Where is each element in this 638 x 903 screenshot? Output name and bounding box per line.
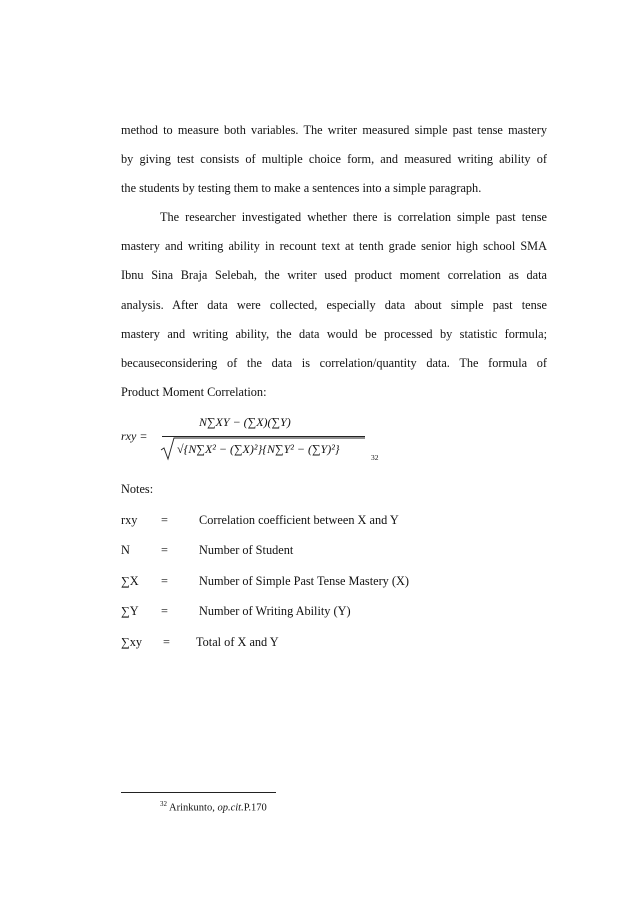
paragraph-line: becauseconsidering of the data is correlation/quantity data. The formula of (121, 355, 547, 370)
note-description: Correlation coefficient between X and Y (199, 513, 399, 527)
note-description: Number of Student (199, 543, 294, 557)
formula-lhs: rxy = (121, 429, 148, 443)
paragraph-line: Product Moment Correlation: (121, 385, 267, 400)
note-equals: = (161, 574, 168, 588)
note-equals: = (161, 513, 168, 527)
formula-denominator: √{N∑X² − (∑X)²}{N∑Y² − (∑Y)²} (177, 442, 340, 456)
paragraph-line: method to measure both variables. The writer measured simple past tense mastery (121, 123, 547, 137)
footnote-page: P.170 (243, 802, 267, 814)
note-term: ∑X (121, 574, 139, 588)
notes-title: Notes: (121, 482, 154, 496)
formula-footnote-ref: 32 (371, 453, 379, 462)
note-description: Number of Writing Ability (Y) (199, 604, 351, 618)
paragraph-line: by giving test consists of multiple choice form, and measured writing ability of (121, 152, 547, 167)
footnote-citation: op.cit. (217, 802, 244, 814)
correlation-formula (121, 413, 421, 475)
footnote (160, 800, 267, 814)
note-equals: = (161, 543, 168, 557)
note-term: N (121, 543, 130, 557)
note-equals: = (163, 635, 170, 649)
note-description: Total of X and Y (196, 635, 279, 649)
paragraph-line: The researcher investigated whether there is correlation simple past tense (160, 210, 547, 224)
paragraph-line: the students by testing them to make a sentences into a simple paragraph. (121, 181, 482, 196)
footnote-divider (121, 792, 276, 793)
note-term: ∑xy (121, 635, 143, 649)
footnote-author: Arinkunto, (169, 802, 218, 814)
footnote-number: 32 (160, 800, 167, 808)
paragraph-1 (121, 116, 547, 204)
note-term: ∑Y (121, 604, 139, 618)
paragraph-line: mastery and writing ability in recount text at tenth grade senior high school SMA (121, 239, 547, 254)
note-equals: = (161, 604, 168, 618)
paragraph-line: Ibnu Sina Braja Selebah, the writer used product moment correlation as data (121, 268, 547, 283)
paragraph-line: analysis. After data were collected, especially data about simple past tense (121, 297, 547, 312)
paragraph-line: mastery and writing ability, the data would be processed by statistic formula; (121, 326, 547, 341)
note-term: rxy (121, 513, 138, 527)
formula-numerator: N∑XY − (∑X)(∑Y) (199, 415, 291, 429)
paragraph-2 (121, 203, 547, 407)
note-description: Number of Simple Past Tense Mastery (X) (199, 574, 409, 588)
